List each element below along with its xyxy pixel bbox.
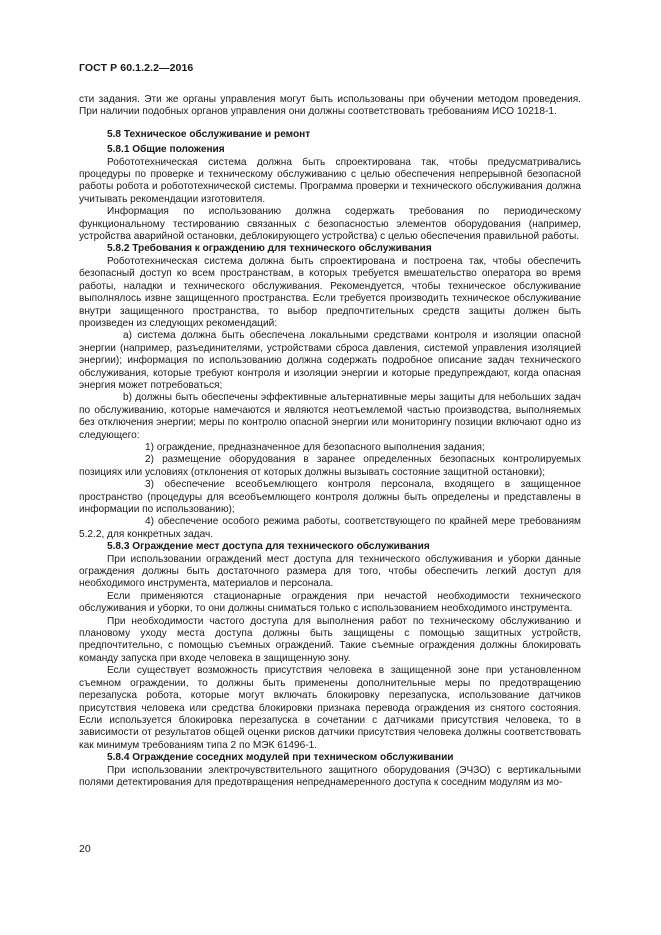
list-item-2: 2) размещение оборудования в заранее определенных безопасных контролируемых позициях или условиях (отклонения от которых должны вызывать состояние защитной остановки); [79, 454, 581, 478]
paragraph: Информация по использованию должна содержать требования по периодическому функциональному тестированию связанных с безопасностью элементов оборудования (например, устройства аварийной остановки, деблокирующего устройства) с целью обеспечения правильной работы. [79, 206, 581, 243]
subsection-heading-5-8-1: 5.8.1 Общие положения [107, 144, 225, 156]
paragraph-continuation: сти задания. Эти же органы управления могут быть использованы при обучении методом проведения. При наличии подобных органов управления они должны соответствовать требованиям ИСО 10218-1. [79, 94, 581, 118]
page-number: 20 [79, 843, 91, 855]
paragraph: Робототехническая система должна быть спроектирована так, чтобы предусматривались процедуры по проверке и техническому обслуживанию с целью обеспечения непрерывной безопасной работы робота и робототехнической системы. Программа проверки и технического обслуживания должна учитывать рекомендации изготовителя. [79, 156, 581, 205]
paragraph: Робототехническая система должна быть спроектирована и построена так, чтобы обеспечить безопасный доступ ко всем пространствам, в которых требуется вмешательство оператора во время работы, наладки и технического обслуживания. Рекомендуется, чтобы техническое обслуживание выполнялось извне защищенного пространства. Если требуется производить техническое обслуживание внутри защищенного пространства, то выбор предпочтительных средств защиты должен быть произведен из следующих рекомендаций: [79, 255, 581, 329]
list-item-1: 1) ограждение, предназначенное для безопасного выполнения задания; [145, 441, 485, 453]
paragraph: При использовании электрочувствительного защитного оборудования (ЭЧЗО) с вертикальными полями детектирования для предотвращения непреднамеренного доступа к соседним модулям из мо- [79, 764, 581, 788]
document-body [79, 94, 581, 789]
list-item-a: a) система должна быть обеспечена локальными средствами контроля и изоляции опасной энергии (например, разъединителями, устройствами сброса давления, системой управления изоляцией энергии); информация по использованию должна содержать подробное описание задач технического обслуживания, которые требуют контроля и изоляции энергии и которые предупреждают, когда опасная энергия может потребоваться; [79, 330, 581, 391]
paragraph: При использовании ограждений мест доступа для технического обслуживания и уборки данные ограждения должны быть достаточного размера для того, чтобы обеспечить легкий доступ для необходимого инструмента, материалов и персонала. [79, 553, 581, 590]
list-item-3: 3) обеспечение всеобъемлющего контроля персонала, входящего в защищенное пространство (процедуры для всеобъемлющего контроля должны быть определены и представлены в информации по использованию); [79, 479, 581, 515]
paragraph: Если существует возможность присутствия человека в защищенной зоне при установленном съемном ограждении, то должны быть применены дополнительные меры по предотвращению перезапуска робота, которые могут включать блокировку перезапуска, использование датчиков присутствия человека или средства блокировки признака перевода ограждения из снятого состояния. Если используется блокировка перезапуска в сочетании с датчиками присутствия человека, то в зависимости от результатов общей оценки рисков датчики присутствия человека должны соответствовать как минимум требованиям типа 2 по МЭК 61496-1. [79, 665, 581, 751]
section-heading-5-8: 5.8 Техническое обслуживание и ремонт [107, 128, 311, 140]
list-item-4: 4) обеспечение особого режима работы, соответствующего по крайней мере требованиям 5.2.2, для конкретных задач. [79, 516, 581, 540]
document-header: ГОСТ Р 60.1.2.2—2016 [79, 62, 194, 74]
subsection-heading-5-8-3: 5.8.3 Ограждение мест доступа для технического обслуживания [107, 541, 430, 553]
subsection-heading-5-8-4: 5.8.4 Ограждение соседних модулей при техническом обслуживании [107, 752, 454, 764]
list-item-b: b) должны быть обеспечены эффективные альтернативные меры защиты для небольших задач по обслуживанию, которые намечаются и являются неотъемлемой частью производства, выполняемых без отключения энергии; меры по контролю опасной энергии или мониторингу позиции включают одно из следующего: [79, 392, 581, 441]
paragraph: Если применяются стационарные ограждения при нечастой необходимости технического обслуживания и уборки, то они должны сниматься только с использованием необходимого инструмента. [79, 590, 581, 615]
subsection-heading-5-8-2: 5.8.2 Требования к ограждению для технического обслуживания [107, 243, 432, 255]
paragraph: При необходимости частого доступа для выполнения работ по техническому обслуживанию и плановому уходу места доступа должны быть защищены с помощью защитных устройств, предпочтительно, с помощью съемных ограждений. Такие съемные ограждения должны блокировать команду запуска при входе человека в защищенную зону. [79, 615, 581, 664]
